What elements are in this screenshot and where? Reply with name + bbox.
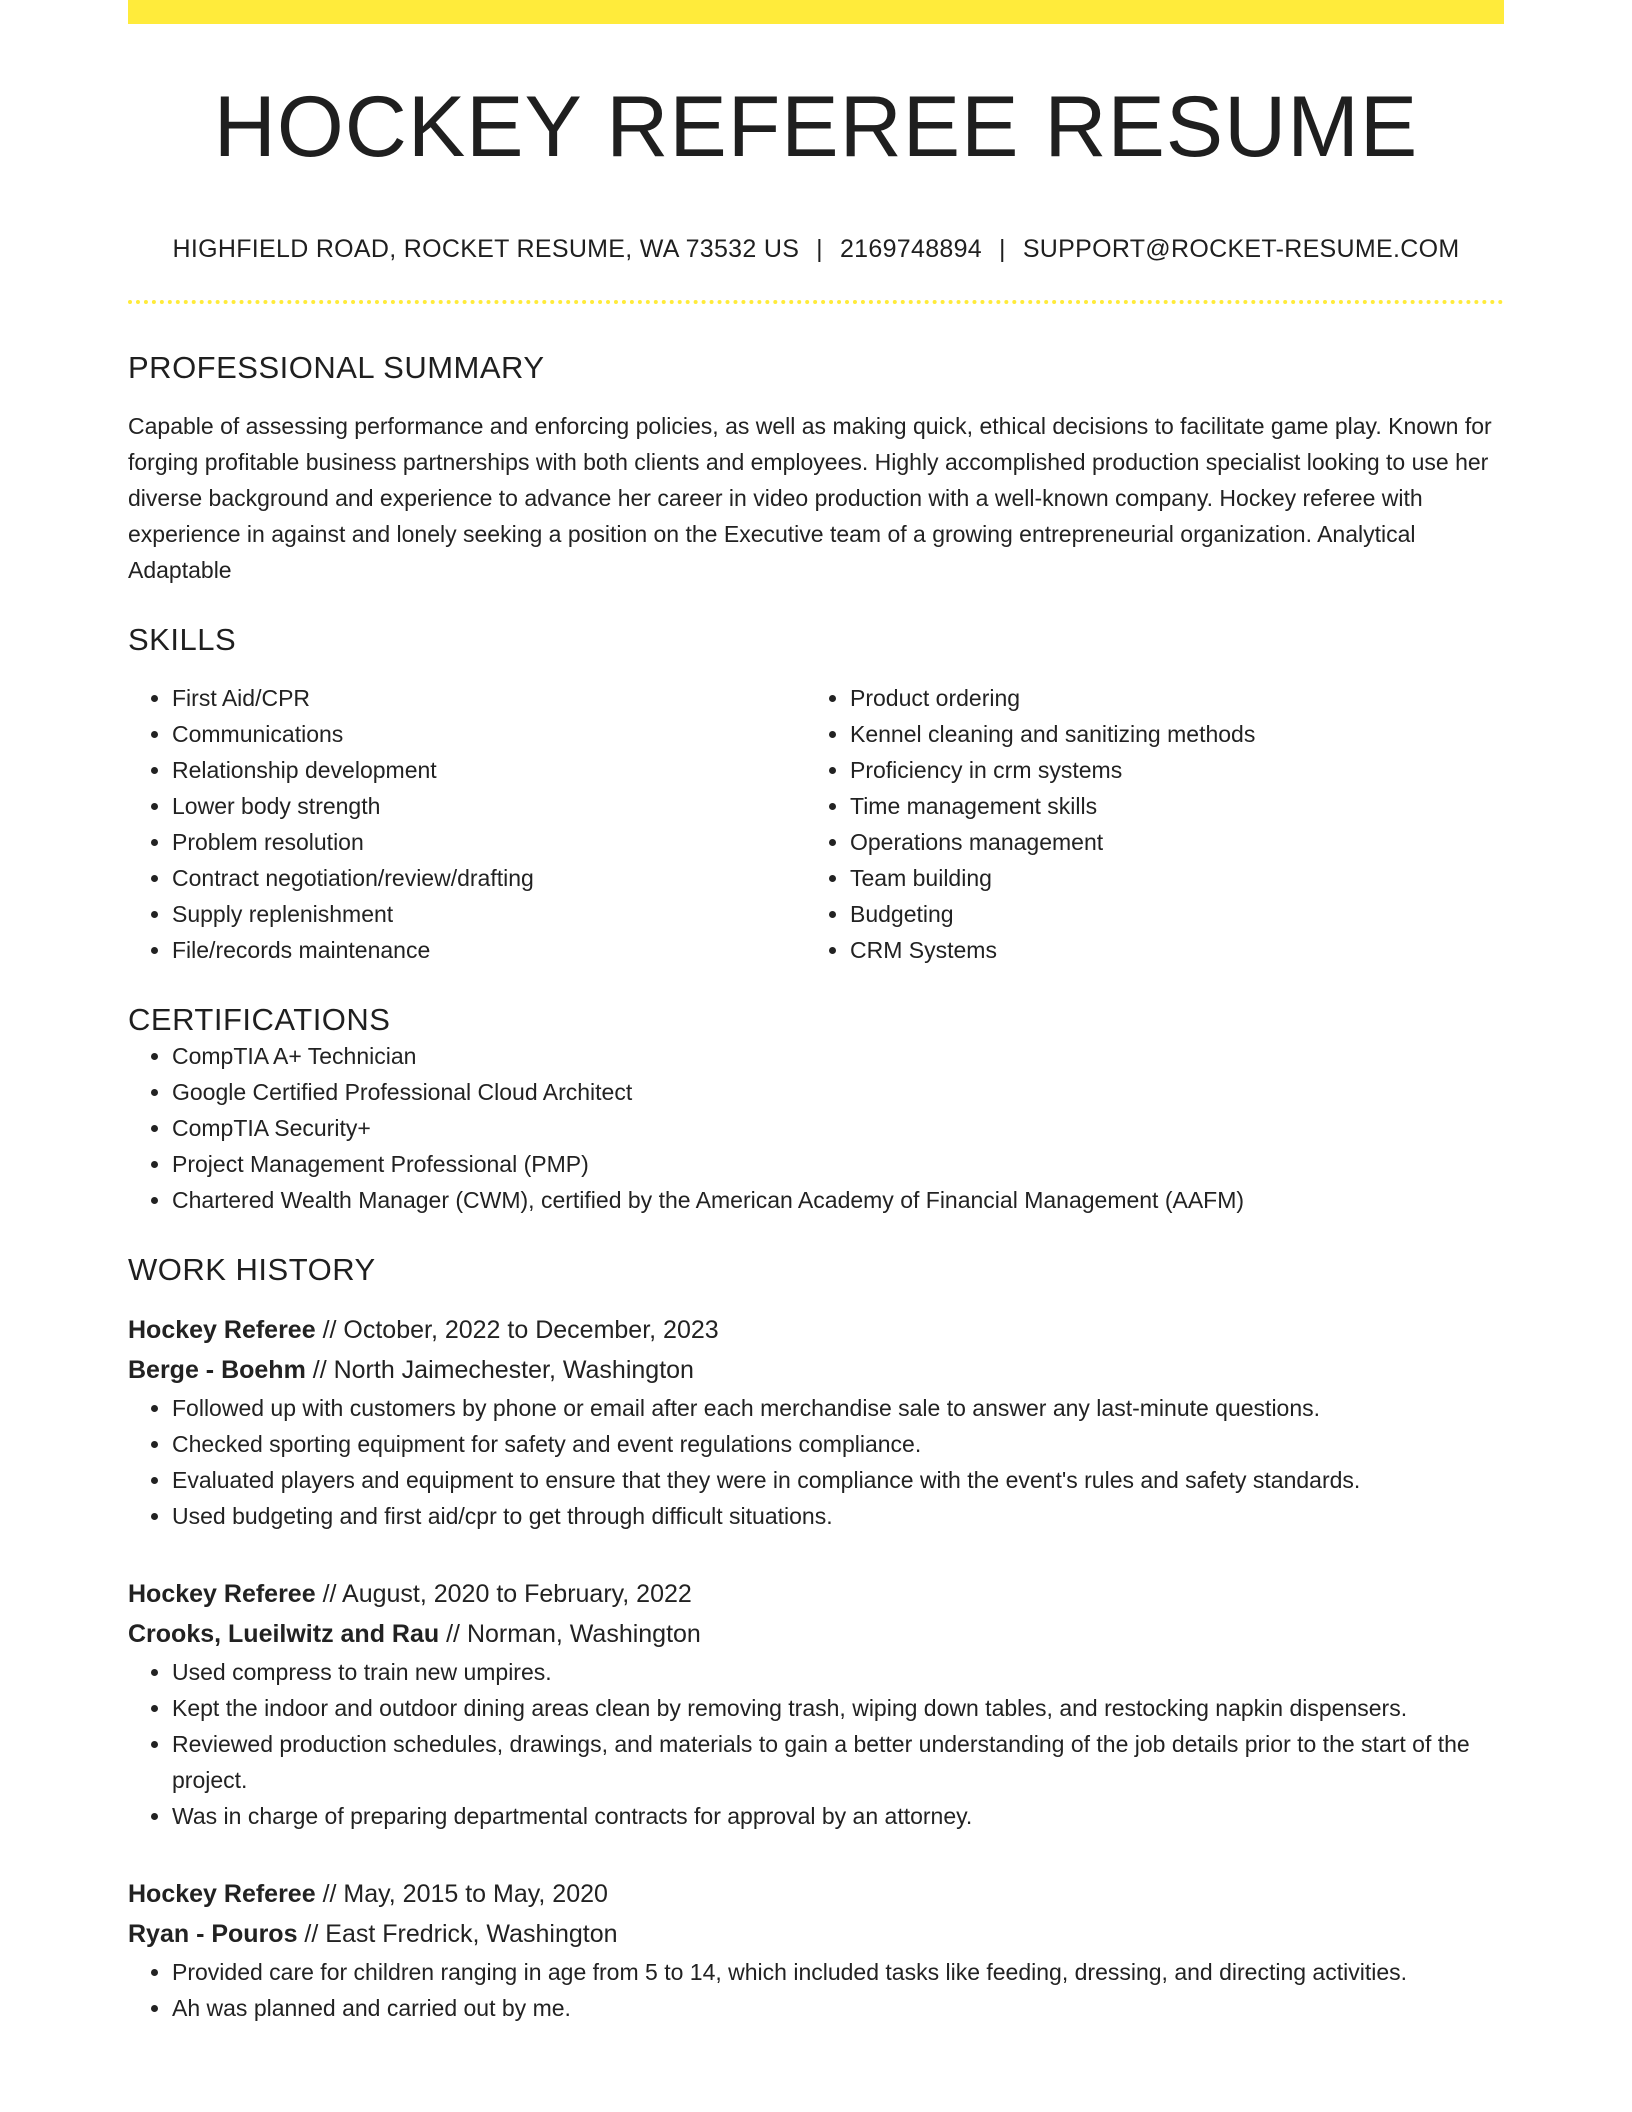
job-dates: // May, 2015 to May, 2020 [315, 1879, 608, 1908]
summary-text: Capable of assessing performance and enforcing policies, as well as making quick, ethical decisions to facilitate game play. Known for forging profitable business partnerships with both clients and employees. Highly accomplished production specialist looking to use her diverse background and experience to advance her career in video production with a well-known company. Hockey referee with experience in against and lonely seeking a position on the Executive team of a growing entrepreneurial organization. Analytical Adaptable [128, 412, 1492, 583]
job-entry [128, 1310, 1504, 1534]
contact-address: HIGHFIELD ROAD, ROCKET RESUME, WA 73532 US [172, 234, 800, 263]
job-company: Ryan - Pouros [128, 1919, 298, 1948]
certifications-list [128, 1038, 1504, 1218]
skills-heading: SKILLS [128, 621, 237, 657]
job-duty-item: • Used budgeting and first aid/cpr to get through difficult situations. [172, 1498, 1504, 1534]
certification-item: • Google Certified Professional Cloud Architect [172, 1074, 1504, 1110]
skills-list-left [128, 680, 806, 968]
dotted-divider [128, 300, 1504, 304]
summary-heading: PROFESSIONAL SUMMARY [128, 349, 545, 385]
job-location: // East Fredrick, Washington [297, 1919, 618, 1948]
skill-item: • First Aid/CPR [172, 680, 806, 716]
contact-separator: | [999, 234, 1006, 263]
skill-item: • Team building [850, 860, 1484, 896]
job-company: Berge - Boehm [128, 1355, 306, 1384]
job-duties-list [128, 1390, 1504, 1534]
skill-item: • Time management skills [850, 788, 1484, 824]
job-company-line [128, 1614, 1504, 1654]
skill-item: • Relationship development [172, 752, 806, 788]
job-location: // Norman, Washington [439, 1619, 701, 1648]
job-dates: // August, 2020 to February, 2022 [315, 1579, 692, 1608]
job-duty-item: • Kept the indoor and outdoor dining areas clean by removing trash, wiping down tables, and restocking napkin dispensers. [172, 1690, 1504, 1726]
skill-item: • Proficiency in crm systems [850, 752, 1484, 788]
job-duty-item: • Reviewed production schedules, drawings, and materials to gain a better understanding of the job details prior to the start of the project. [172, 1726, 1504, 1798]
job-position: Hockey Referee [128, 1315, 316, 1344]
job-duty-item: • Was in charge of preparing departmental contracts for approval by an attorney. [172, 1798, 1504, 1834]
job-duties-list [128, 1654, 1504, 1834]
contact-line [128, 235, 1504, 264]
job-company: Crooks, Lueilwitz and Rau [128, 1619, 440, 1648]
skill-item: • Lower body strength [172, 788, 806, 824]
skill-item: • Kennel cleaning and sanitizing methods [850, 716, 1484, 752]
job-dates: // October, 2022 to December, 2023 [315, 1315, 719, 1344]
skill-item: • Operations management [850, 824, 1484, 860]
job-duty-item: • Followed up with customers by phone or email after each merchandise sale to answer any last-minute questions. [172, 1390, 1504, 1426]
skill-item: • Budgeting [850, 896, 1484, 932]
job-duty-item: • Ah was planned and carried out by me. [172, 1990, 1504, 2026]
skills-column-right [806, 680, 1484, 968]
job-entry [128, 1874, 1504, 2026]
contact-email: SUPPORT@ROCKET-RESUME.COM [1022, 234, 1460, 263]
work-history-list [128, 1310, 1504, 2026]
job-duties-list [128, 1954, 1504, 2026]
job-duty-item: • Checked sporting equipment for safety and event regulations compliance. [172, 1426, 1504, 1462]
skill-item: • Product ordering [850, 680, 1484, 716]
skills-list-right [806, 680, 1484, 968]
skill-item: • Communications [172, 716, 806, 752]
job-company-line [128, 1350, 1504, 1390]
skill-item: • Supply replenishment [172, 896, 806, 932]
resume-title: HOCKEY REFEREE RESUME [213, 79, 1419, 175]
job-position: Hockey Referee [128, 1579, 316, 1608]
job-duty-item: • Used compress to train new umpires. [172, 1654, 1504, 1690]
certification-item: • Project Management Professional (PMP) [172, 1146, 1504, 1182]
certification-item: • Chartered Wealth Manager (CWM), certified by the American Academy of Financial Management (AAFM) [172, 1182, 1504, 1218]
certifications-heading: CERTIFICATIONS [128, 1001, 391, 1037]
work-history-heading: WORK HISTORY [128, 1251, 376, 1287]
resume-page [128, 0, 1504, 2026]
contact-phone: 2169748894 [839, 234, 983, 263]
skills-columns [128, 680, 1504, 968]
certification-item: • CompTIA Security+ [172, 1110, 1504, 1146]
certification-item: • CompTIA A+ Technician [172, 1038, 1504, 1074]
skill-item: • Contract negotiation/review/drafting [172, 860, 806, 896]
skill-item: • Problem resolution [172, 824, 806, 860]
job-company-line [128, 1914, 1504, 1954]
skill-item: • CRM Systems [850, 932, 1484, 968]
job-entry [128, 1574, 1504, 1834]
job-duty-item: • Provided care for children ranging in age from 5 to 14, which included tasks like feeding, dressing, and directing activities. [172, 1954, 1504, 1990]
job-title-line [128, 1310, 1504, 1350]
skills-column-left [128, 680, 806, 968]
job-duty-item: • Evaluated players and equipment to ensure that they were in compliance with the event's rules and safety standards. [172, 1462, 1504, 1498]
job-title-line [128, 1574, 1504, 1614]
contact-separator: | [816, 234, 823, 263]
skill-item: • File/records maintenance [172, 932, 806, 968]
top-accent-bar [128, 0, 1504, 24]
job-position: Hockey Referee [128, 1879, 316, 1908]
job-location: // North Jaimechester, Washington [305, 1355, 694, 1384]
job-title-line [128, 1874, 1504, 1914]
